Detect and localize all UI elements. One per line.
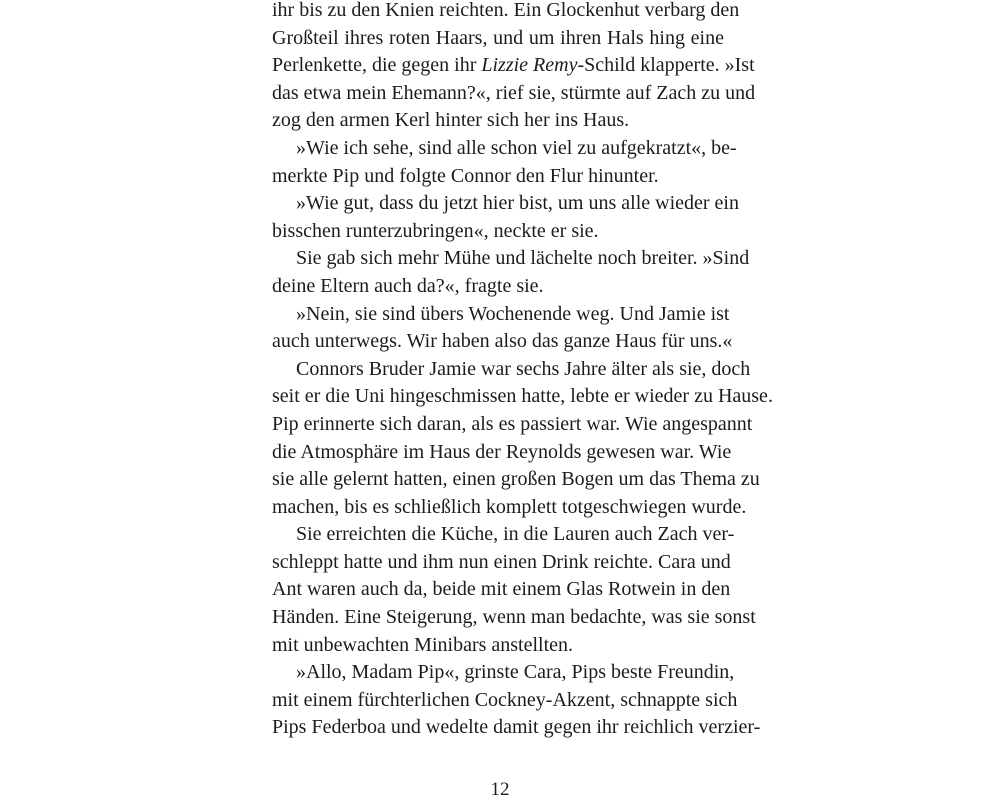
text-line: auch unterwegs. Wir haben also das ganze Haus für uns.«	[272, 330, 733, 353]
text-line: Händen. Eine Steigerung, wenn man bedachte, was sie sonst	[272, 606, 756, 629]
book-page-body	[272, 0, 773, 742]
text-line: schleppt hatte und ihm nun einen Drink reichte. Cara und	[272, 550, 731, 573]
text-line: Sie erreichten die Küche, in die Lauren auch Zach ver-	[296, 523, 735, 546]
text-line: Connors Bruder Jamie war sechs Jahre älter als sie, doch	[296, 357, 751, 380]
text-line: seit er die Uni hingeschmissen hatte, lebte er wieder zu Hause.	[272, 385, 773, 408]
text-line: Perlenkette, die gegen ihr Lizzie Remy-Schild klapperte. »Ist	[272, 54, 755, 77]
text-line: »Wie gut, dass du jetzt hier bist, um uns alle wieder ein	[296, 192, 739, 215]
text-line: mit unbewachten Minibars anstellten.	[272, 633, 574, 656]
paragraph	[272, 521, 756, 659]
text-line: »Nein, sie sind übers Wochenende weg. Und Jamie ist	[296, 302, 730, 325]
text-line: Ant waren auch da, beide mit einem Glas Rotwein in den	[272, 578, 731, 601]
text-line: Pips Federboa und wedelte damit gegen ihr reichlich verzier-	[272, 716, 761, 739]
text-line: die Atmosphäre im Haus der Reynolds gewesen war. Wie	[272, 440, 732, 463]
italic-title: Lizzie Remy	[481, 54, 578, 77]
paragraph	[272, 356, 773, 522]
text-line: das etwa mein Ehemann?«, rief sie, stürmte auf Zach zu und	[272, 81, 756, 104]
text-line: Großteil ihres roten Haars, und um ihren Hals hing eine	[272, 26, 724, 49]
paragraph	[272, 135, 737, 190]
text-line: bisschen runterzubringen«, neckte er sie.	[272, 219, 599, 242]
text-line: mit einem fürchterlichen Cockney-Akzent, schnappte sich	[272, 688, 738, 711]
text-line: Pip erinnerte sich daran, als es passiert war. Wie angespannt	[272, 412, 753, 435]
text-line: »Allo, Madam Pip«, grinste Cara, Pips beste Freundin,	[296, 661, 735, 684]
text-line: sie alle gelernt hatten, einen großen Bogen um das Thema zu	[272, 468, 760, 491]
paragraph	[272, 659, 761, 742]
text-line: »Wie ich sehe, sind alle schon viel zu aufgekratzt«, be-	[296, 136, 737, 159]
page-number: 12	[490, 779, 510, 800]
text-line: Sie gab sich mehr Mühe und lächelte noch breiter. »Sind	[296, 247, 750, 270]
text-line: machen, bis es schließlich komplett totgeschwiegen wurde.	[272, 495, 747, 518]
paragraph	[272, 301, 733, 356]
text-line: zog den armen Kerl hinter sich her ins Haus.	[272, 109, 630, 132]
text-line: merkte Pip und folgte Connor den Flur hinunter.	[272, 164, 659, 187]
text-line: deine Eltern auch da?«, fragte sie.	[272, 274, 544, 297]
paragraph	[272, 0, 756, 135]
paragraph	[272, 190, 739, 245]
paragraph	[272, 245, 750, 300]
text-line: ihr bis zu den Knien reichten. Ein Glockenhut verbarg den	[272, 0, 740, 21]
